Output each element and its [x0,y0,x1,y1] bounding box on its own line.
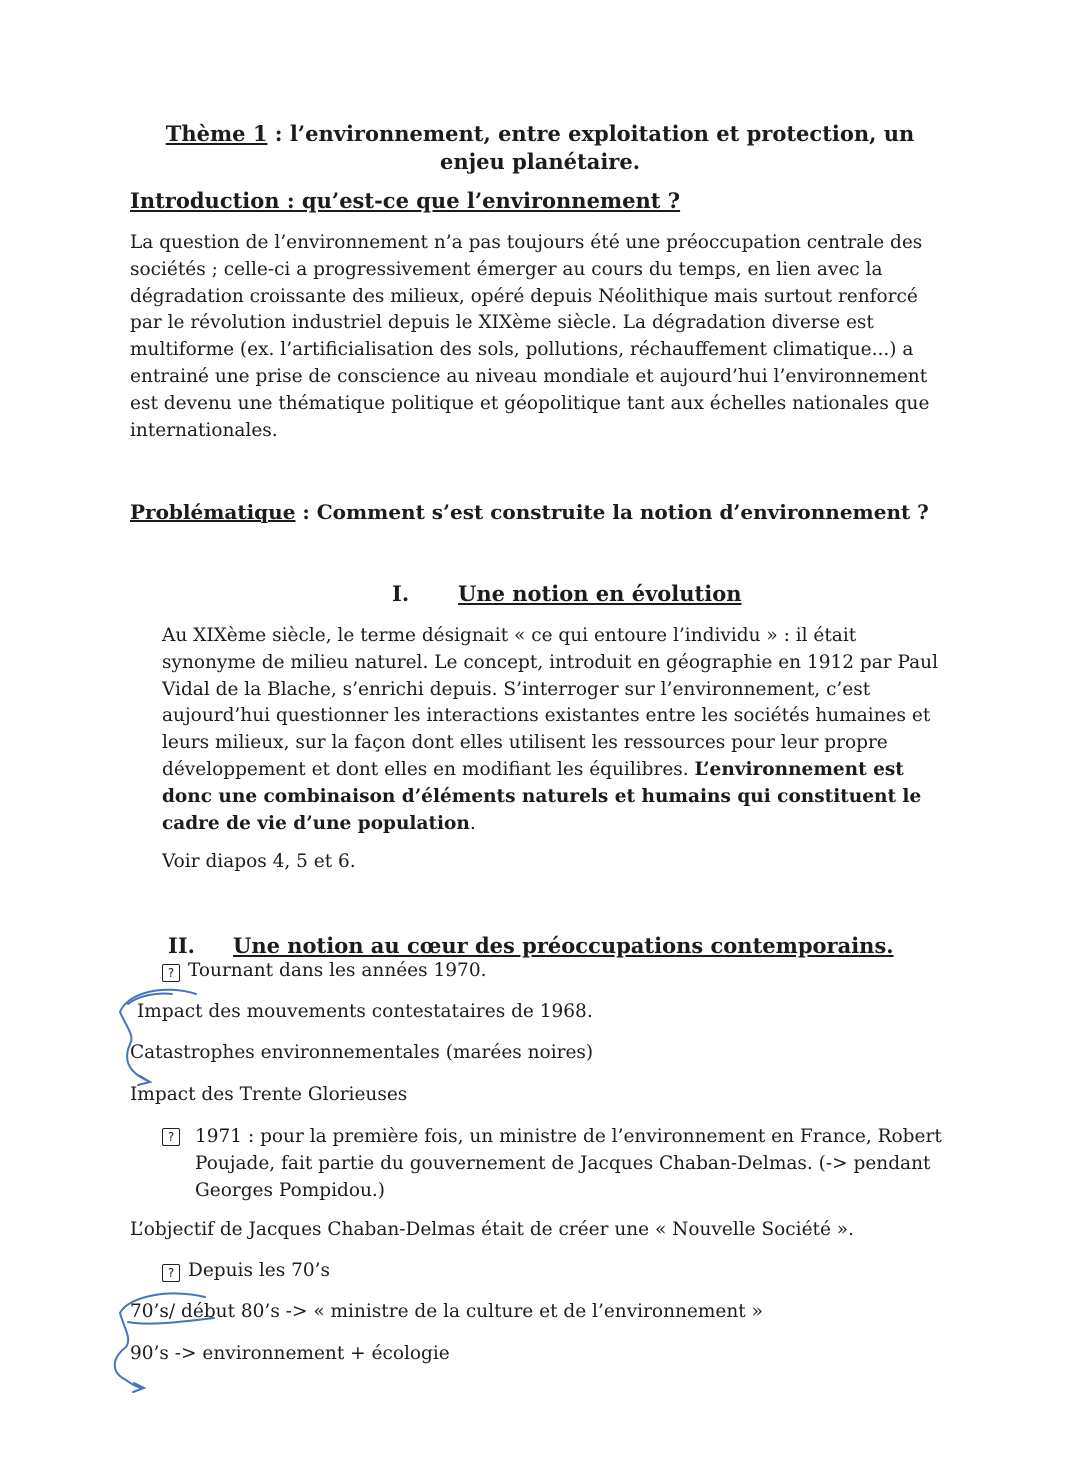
diapos-note: Voir diapos 4, 5 et 6. [162,851,356,872]
depuis-70-text: Depuis les 70’s [188,1260,330,1281]
placeholder-glyph-icon: ? [162,964,180,982]
section-1-text: Au XIXème siècle, le terme désignait « ce qui entoure l’individu » : il était synonyme de milieu naturel. Le concept, introduit en géographie en 1912 par Paul Vidal de la Blache, s’enrichi depuis. S’interroger sur l’environnement, c’est aujourd’hui questionner les interactions existantes entre les sociétés humaines et leurs milieux, sur la façon dont elles utilisent les ressources pour leur propre développement et dont elles en modifiant les équilibres. [162,625,938,780]
tournant-text: Tournant dans les années 1970. [188,960,487,981]
list-item-catastrophes: Catastrophes environnementales (marées noires) [130,1042,594,1063]
section-2-number: II. [168,933,195,958]
title-rest: : l’environnement, entre exploitation et protection, un enjeu planétaire. [267,121,915,174]
list-item-impact-1968: Impact des mouvements contestataires de 1968. [137,1001,593,1022]
placeholder-glyph-icon: ? [162,1264,180,1282]
placeholder-glyph-icon: ? [162,1128,180,1146]
section-1-bold-definition: L’environnement est donc une combinaison d’éléments naturels et humains qui constituent le cadre de vie d’une population [162,758,922,834]
bracket-1968-accent [128,993,172,1004]
bracket-1968-stroke [120,990,196,1081]
section-1-end: . [469,812,476,834]
line-70s: 70’s/ début 80’s -> « ministre de la culture et de l’environnement » [130,1301,763,1322]
section-1-number: I. [392,581,410,606]
line-90s: 90’s -> environnement + écologie [130,1343,450,1364]
problematique-text: : Comment s’est construite la notion d’environnement ? [295,500,929,524]
problematique-label: Problématique [130,500,296,524]
list-item-trente-glorieuses: Impact des Trente Glorieuses [130,1084,408,1105]
title-prefix: Thème 1 [165,121,268,146]
section-2-title: Une notion au cœur des préoccupations contemporains. [233,933,894,958]
intro-paragraph: La question de l’environnement n’a pas toujours été une préoccupation centrale des sociétés ; celle-ci a progressivement émerger au cours du temps, en lien avec la dégradation croissante des milieux, opéré depuis Néolithique mais surtout renforcé par le révolution industriel depuis le XIXème siècle. La dégradation diverse est multiforme (ex. l’artificialisation des sols, pollutions, réchauffement climatique...) a entrainé une prise de conscience au niveau mondiale et aujourd’hui l’environnement est devenu une thématique politique et géopolitique tant aux échelles nationales que internationales. [130,232,930,441]
objectif-line: L’objectif de Jacques Chaban-Delmas était de créer une « Nouvelle Société ». [130,1219,854,1240]
intro-heading: Introduction : qu’est-ce que l’environnement ? [130,188,681,213]
bracket-70s-stroke [115,1293,205,1388]
bracket-70s-underline [128,1318,214,1324]
section-1-title: Une notion en évolution [458,581,742,606]
item-1971-text: 1971 : pour la première fois, un ministre de l’environnement en France, Robert Poujade, fait partie du gouvernement de Jacques Chaban-Delmas. (-> pendant Georges Pompidou.) [195,1126,942,1201]
